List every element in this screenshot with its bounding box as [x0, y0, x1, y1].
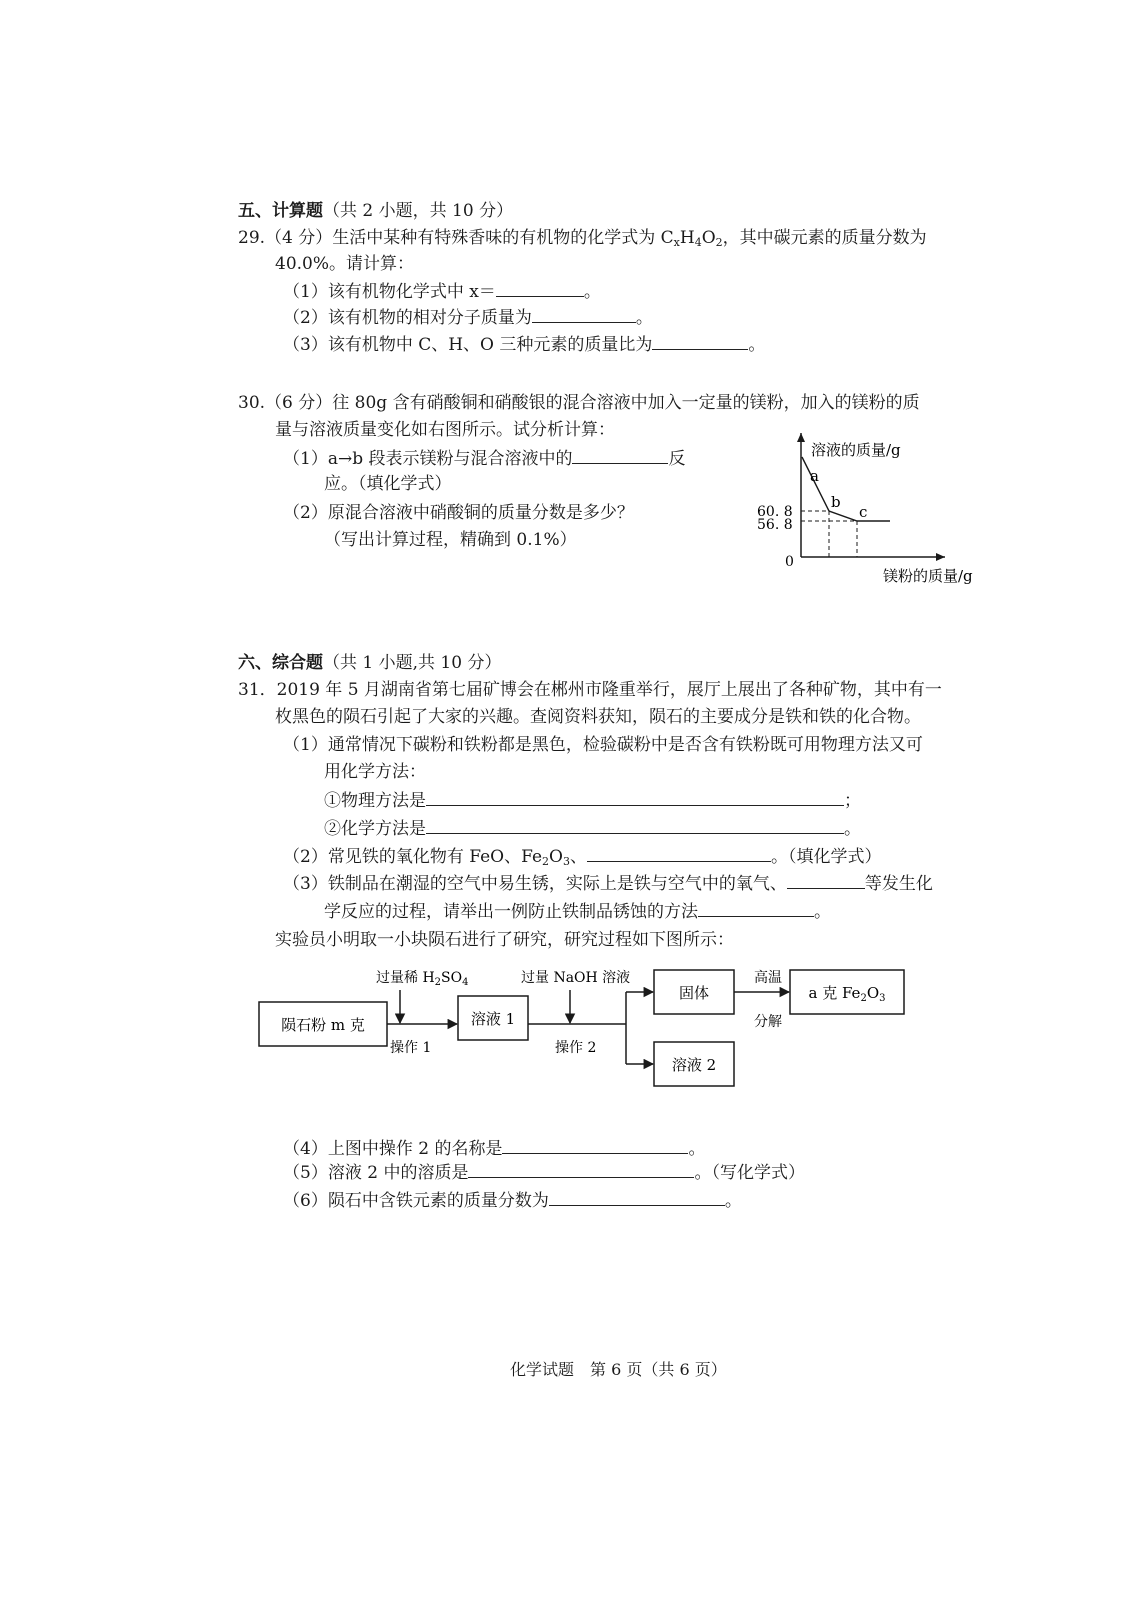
q31-part2-mid: 、: [569, 847, 587, 867]
q30-part1-end: 反: [668, 449, 686, 469]
answer-blank[interactable]: [502, 1137, 688, 1154]
formula-sub-4: 4: [694, 236, 702, 249]
answer-blank[interactable]: [532, 306, 636, 323]
answer-blank[interactable]: [426, 817, 844, 834]
q31-part1-a: [324, 789, 861, 812]
point-label-a: a: [810, 467, 819, 485]
q29-part3-text: （3）该有机物中 C、H、O 三种元素的质量比为: [283, 335, 653, 355]
x-axis-label: 镁粉的质量/g: [883, 567, 973, 585]
q31-part3-line2: [324, 900, 831, 923]
q31-part2: [283, 845, 881, 873]
page-footer: 化学试题 第 6 页（共 6 页）: [510, 1360, 727, 1379]
formula-sub-x: x: [673, 236, 680, 249]
x-axis-arrow: [936, 553, 945, 561]
q31-part2-end: 。（填化学式）: [770, 847, 882, 867]
y-axis-label: 溶液的质量/g: [811, 441, 901, 459]
q31-part1-line2: 用化学方法：: [324, 762, 426, 782]
box-solution-2-label: 溶液 2: [671, 1056, 717, 1074]
q30-part1: [283, 447, 685, 470]
point-label-c: c: [859, 503, 868, 521]
q29-part3-end: 。: [748, 335, 766, 355]
q31-part3-text: （3）铁制品在潮湿的空气中易生锈，实际上是铁与空气中的氧气、: [283, 874, 787, 894]
mass-chart: [745, 425, 1005, 595]
reagent-1-label: 过量稀 $H_2SO_4$: [376, 970, 469, 988]
q31-part6-end: 。: [724, 1191, 742, 1211]
q31-part3-end: 等发生化: [864, 874, 933, 894]
q29-stem-line1: [238, 227, 927, 254]
process-flow-diagram: [250, 960, 920, 1100]
q29-part1-text: （1）该有机物化学式中 x＝: [283, 282, 496, 302]
section-6-heading: [238, 652, 501, 674]
q31-part1-b-text: ②化学方法是: [324, 819, 426, 839]
q31-part5: [283, 1161, 805, 1184]
q29-part1: [283, 280, 601, 303]
operation-2-label: 操作 2: [555, 1040, 597, 1056]
high-temp-label: 高温: [754, 970, 782, 986]
formula-sub: 3: [562, 855, 570, 868]
q29-part1-end: 。: [583, 282, 601, 302]
y-tick-label: 60. 8: [757, 504, 793, 520]
section-5-heading: [238, 200, 513, 222]
answer-blank[interactable]: [496, 280, 584, 297]
y-tick-label: 56. 8: [757, 517, 793, 533]
q31-part1-b-end: 。: [844, 819, 861, 839]
q29-text-post: ，其中碳元素的质量分数为: [722, 228, 927, 248]
origin-label: 0: [785, 554, 794, 570]
section-6-meta: （共 1 小题,共 10 分）: [323, 653, 502, 673]
answer-blank[interactable]: [468, 1161, 694, 1178]
box-solution-1-label: 溶液 1: [470, 1010, 516, 1028]
q31-part1-a-end: ；: [844, 791, 861, 811]
answer-blank[interactable]: [426, 789, 844, 806]
q30-part2-line2: （写出计算过程，精确到 0.1%）: [324, 530, 577, 550]
box-meteorite-powder-label: 陨石粉 m 克: [281, 1016, 365, 1034]
answer-blank[interactable]: [549, 1189, 725, 1206]
section-6-title: 六、综合题: [238, 653, 323, 673]
q29-part2-text: （2）该有机物的相对分子质量为: [283, 308, 532, 328]
q31-part6-text: （6）陨石中含铁元素的质量分数为: [283, 1191, 549, 1211]
q29-stem-line2: 40.0%。请计算：: [275, 254, 415, 274]
q31-intro: 实验员小明取一小块陨石进行了研究，研究过程如下图所示：: [275, 930, 734, 950]
q31-part1-a-text: ①物理方法是: [324, 791, 426, 811]
y-axis-arrow: [797, 433, 805, 442]
q31-stem-line2: 枚黑色的陨石引起了大家的兴趣。查阅资料获知，陨石的主要成分是铁和铁的化合物。: [275, 707, 921, 727]
formula-h: H: [679, 228, 695, 248]
formula-sub: 2: [542, 855, 550, 868]
section-5-title: 五、计算题: [238, 201, 323, 221]
q29-text: 29.（4 分）生活中某种有特殊香味的有机物的化学式为 C: [238, 228, 674, 248]
section-5-meta: （共 2 小题，共 10 分）: [323, 201, 514, 221]
q31-part2-text: （2）常见铁的氧化物有 FeO、Fe: [283, 847, 543, 867]
q31-part4-text: （4）上图中操作 2 的名称是: [283, 1139, 503, 1159]
q31-part4-end: 。: [688, 1139, 706, 1159]
box-fe2o3-label: a 克 $Fe_2O_3$: [808, 984, 886, 1004]
q29-part2-end: 。: [635, 308, 653, 328]
q31-part4: [283, 1137, 705, 1160]
answer-blank[interactable]: [587, 845, 771, 862]
q31-part5-text: （5）溶液 2 中的溶质是: [283, 1163, 469, 1183]
formula-o: O: [549, 847, 563, 867]
q31-part1-b: [324, 817, 861, 840]
q31-part1: （1）通常情况下碳粉和铁粉都是黑色，检验碳粉中是否含有铁粉既可用物理方法又可: [283, 735, 923, 755]
q30-stem-line2: 量与溶液质量变化如右图所示。试分析计算：: [275, 420, 615, 440]
answer-blank[interactable]: [652, 333, 748, 350]
q30-part1-line2: 应。（填化学式）: [324, 474, 452, 494]
q30-stem-line1: 30.（6 分）往 80g 含有硝酸铜和硝酸银的混合溶液中加入一定量的镁粉，加入的镁粉的质: [238, 393, 920, 413]
q31-part3-line2-end: 。: [814, 902, 831, 922]
formula-sub-2: 2: [715, 236, 723, 249]
box-solid-label: 固体: [678, 984, 710, 1002]
q31-part3: [283, 872, 933, 895]
decompose-label: 分解: [754, 1014, 782, 1030]
q29-part3: [283, 333, 765, 356]
formula-o: O: [701, 228, 716, 248]
q30-part2: （2）原混合溶液中硝酸铜的质量分数是多少？: [283, 503, 634, 523]
q31-stem-line1: 31．2019 年 5 月湖南省第七届矿博会在郴州市隆重举行，展厅上展出了各种矿物，其中有一: [238, 680, 942, 700]
q30-part1-text: （1）a→b 段表示镁粉与混合溶液中的: [283, 449, 573, 469]
reagent-2-label: 过量 NaOH 溶液: [521, 970, 631, 986]
q31-part3-line2-text: 学反应的过程，请举出一例防止铁制品锈蚀的方法: [324, 902, 698, 922]
q31-part5-end: 。（写化学式）: [694, 1163, 805, 1183]
operation-1-label: 操作 1: [390, 1040, 432, 1056]
q31-part6: [283, 1189, 742, 1212]
point-label-b: b: [831, 493, 841, 511]
answer-blank[interactable]: [787, 872, 865, 889]
answer-blank[interactable]: [572, 447, 668, 464]
answer-blank[interactable]: [698, 900, 814, 917]
q29-part2: [283, 306, 653, 329]
